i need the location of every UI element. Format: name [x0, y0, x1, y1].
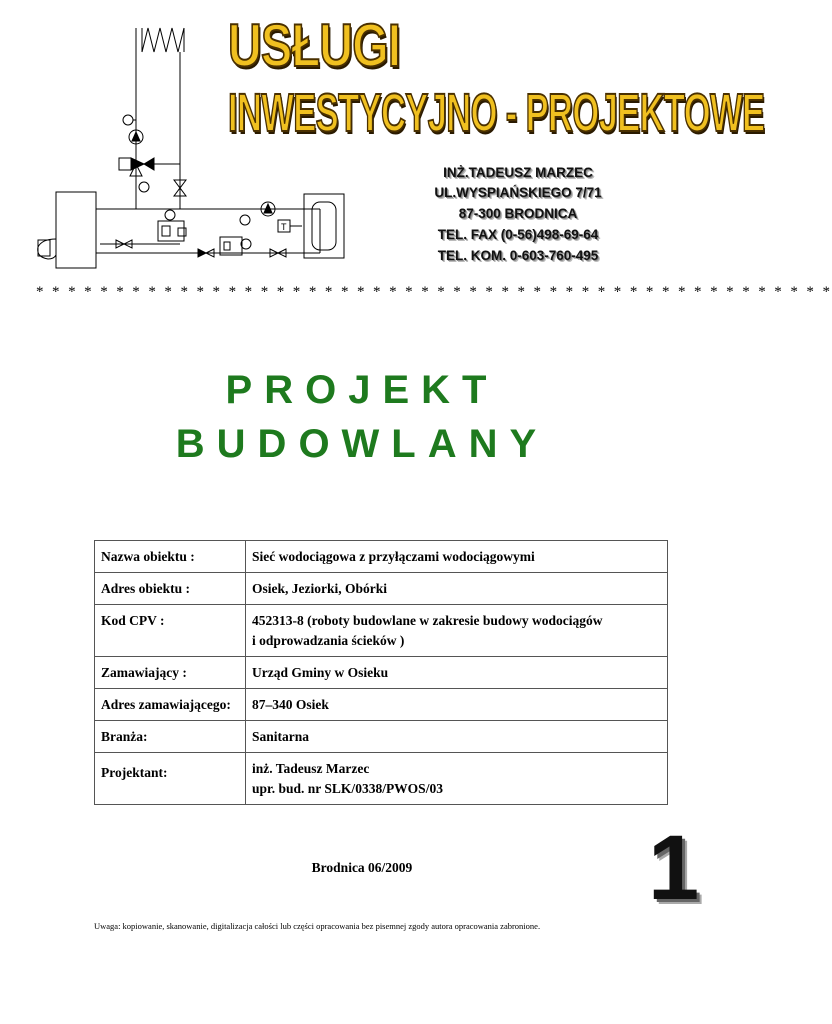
thermometer-icon: [123, 115, 133, 125]
table-row: [95, 605, 668, 657]
row-label: Branża:: [95, 721, 246, 753]
table-row: [95, 573, 668, 605]
row-label: Zamawiający :: [95, 657, 246, 689]
table-row: [95, 753, 668, 805]
document-title-line1: PROJEKT: [225, 368, 499, 412]
document-title-line2: BUDOWLANY: [175, 422, 549, 466]
company-title-line2: INWESTYCYJNO - PROJEKTOWE: [228, 83, 765, 143]
project-info-table: [94, 540, 668, 805]
table-row: [95, 689, 668, 721]
row-label: Nazwa obiektu :: [95, 541, 246, 573]
place-and-date: Brodnica 06/2009: [311, 860, 413, 875]
copyright-note: Uwaga: kopiowanie, skanowanie, digitalizacja całości lub części opracowania bez pisemnej zgody autora opracowania zabronione.: [94, 921, 541, 931]
row-label: Adres zamawiającego:: [95, 689, 246, 721]
table-row: [95, 657, 668, 689]
table-row: [95, 541, 668, 573]
address-line-phone-fax: TEL. FAX (0-56)498-69-64: [437, 227, 599, 242]
row-value: Sieć wodociągowa z przyłączami wodociągowymi: [246, 541, 668, 573]
asterisk-separator: * * * * * * * * * * * * * * * * * * * * * * * * * * * * * * * * * * * * * * * * * * * * * * * * * *: [36, 284, 832, 300]
table-row: [95, 721, 668, 753]
company-title-line1: USŁUGI: [228, 12, 401, 79]
row-label: Projektant:: [95, 753, 246, 805]
row-value: Sanitarna: [246, 721, 668, 753]
row-value: Urząd Gminy w Osieku: [246, 657, 668, 689]
row-value: inż. Tadeusz Marzec upr. bud. nr SLK/0338/PWOS/03: [246, 753, 668, 805]
address-line-mobile: TEL. KOM. 0-603-760-495: [437, 248, 599, 263]
row-value: Osiek, Jeziorki, Obórki: [246, 573, 668, 605]
volume-number: 1: [648, 817, 700, 919]
row-label: Adres obiektu :: [95, 573, 246, 605]
address-line-city: 87-300 BRODNICA: [458, 206, 578, 221]
row-label: Kod CPV :: [95, 605, 246, 657]
address-line-name: INŻ.TADEUSZ MARZEC: [443, 165, 593, 180]
row-value: 87–340 Osiek: [246, 689, 668, 721]
svg-text:T: T: [281, 222, 287, 232]
row-value: 452313-8 (roboty budowlane w zakresie budowy wodociągów i odprowadzania ścieków ): [246, 605, 668, 657]
address-line-street: UL.WYSPIAŃSKIEGO 7/71: [434, 185, 602, 200]
